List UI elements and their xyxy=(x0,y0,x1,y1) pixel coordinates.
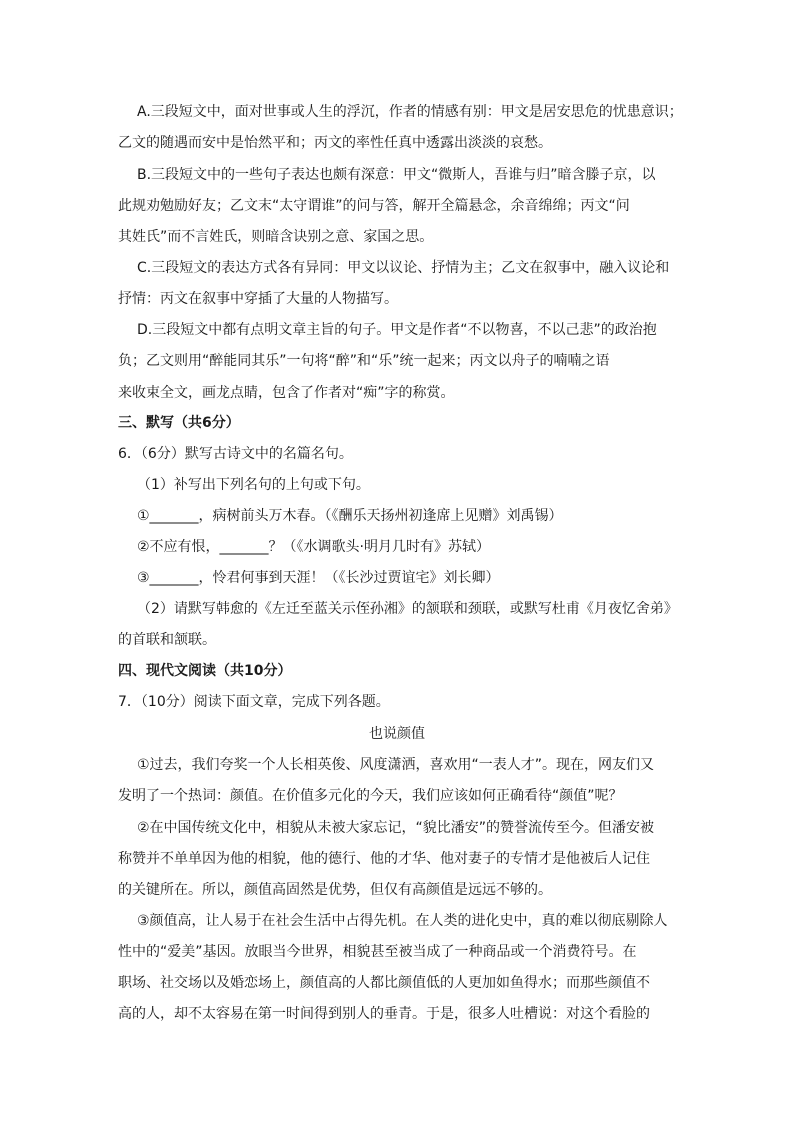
option-a-line-2: 乙文的随遇而安中是怡然平和；丙文的率性任真中透露出淡淡的哀愁。 xyxy=(118,135,552,151)
option-a-line-1: A.三段短文中，面对世事或人生的浮沉，作者的情感有别：甲文是居安思危的忧患意识； xyxy=(137,104,683,120)
paragraph-3-line-3: 职场、社交场以及婚恋场上，颜值高的人都比颜值低的人更加如鱼得水；而那些颜值不 xyxy=(118,975,650,991)
paragraph-1-line-2: 发明了一个热词：颜值。在价值多元化的今天，我们应该如何正确看待“颜值”呢？ xyxy=(118,788,623,804)
option-d-line-1: D.三段短文中都有点明文章主旨的句子。甲文是作者“不以物喜，不以己悲”的政治抱 xyxy=(137,322,657,338)
fill-item-2: ②不应有恨，_______？（《水调歌头·明月几时有》苏轼） xyxy=(137,539,490,555)
question-7: 7．（10分）阅读下面文章，完成下列各题。 xyxy=(118,694,390,710)
option-d-line-3: 来收束全文，画龙点睛，包含了作者对“痴”字的称赏。 xyxy=(118,385,455,401)
paragraph-3-line-1: ③颜值高，让人易于在社会生活中占得先机。在人类的进化史中，真的难以彻底剔除人 xyxy=(137,913,668,929)
paragraph-2-line-3: 的关键所在。所以，颜值高固然是优势，但仅有高颜值是远远不够的。 xyxy=(118,882,552,898)
option-c-line-1: C.三段短文的表达方式各有异同：甲文以议论、抒情为主；乙文在叙事中，融入议论和 xyxy=(137,260,670,276)
paragraph-1-line-1: ①过去，我们夸奖一个人长相英俊、风度潇洒，喜欢用“一表人才”。现在，网友们又 xyxy=(137,757,655,773)
option-b-line-3: 其姓氏”而不言姓氏，则暗含诀别之意、家国之思。 xyxy=(118,229,434,245)
question-6-sub2-line-2: 的首联和颔联。 xyxy=(118,632,216,648)
question-6-sub1: （1）补写出下列名句的上句或下句。 xyxy=(137,477,370,493)
section-4-heading: 四、现代文阅读（共10分） xyxy=(118,663,292,679)
question-6: 6．（6分）默写古诗文中的名篇名句。 xyxy=(118,446,353,462)
option-c-line-2: 抒情：丙文在叙事中穿插了大量的人物描写。 xyxy=(118,291,398,307)
paragraph-2-line-1: ②在中国传统文化中，相貌从未被大家忘记，“貌比潘安”的赞誉流传至今。但潘安被 xyxy=(137,820,655,836)
fill-item-3: ③_______，怜君何事到天涯！（《长沙过贾谊宅》刘长卿） xyxy=(137,570,500,586)
paragraph-2-line-2: 称赞并不单单因为他的相貌，他的德行、他的才华、他对妻子的专情才是他被后人记住 xyxy=(118,851,650,867)
question-6-sub2-line-1: （2）请默写韩愈的《左迁至蓝关示侄孙湘》的颔联和颈联，或默写杜甫《月夜忆舍弟》 xyxy=(137,601,678,617)
option-b-line-2: 此规劝勉励好友；乙文末“太守谓谁”的问与答，解开全篇悬念，余音绵绵；丙文“问 xyxy=(118,198,630,214)
section-3-heading: 三、默写（共6分） xyxy=(118,415,240,431)
article-title: 也说颜值 xyxy=(369,726,425,742)
paragraph-3-line-4: 高的人，却不太容易在第一时间得到别人的垂青。于是，很多人吐槽说：对这个看脸的 xyxy=(118,1006,650,1022)
option-d-line-2: 负；乙文则用“醉能同其乐”一句将“醉”和“乐”统一起来；丙文以舟子的喃喃之语 xyxy=(118,353,610,369)
fill-item-1: ①_______，病树前头万木春。（《酬乐天扬州初逢席上见赠》刘禹锡） xyxy=(137,508,563,524)
paragraph-3-line-2: 性中的“爱美”基因。放眼当今世界，相貌甚至被当成了一种商品或一个消费符号。在 xyxy=(118,944,637,960)
option-b-line-1: B.三段短文中的一些句子表达也颇有深意：甲文“微斯人，吾谁与归”暗含滕子京，以 xyxy=(137,167,656,183)
